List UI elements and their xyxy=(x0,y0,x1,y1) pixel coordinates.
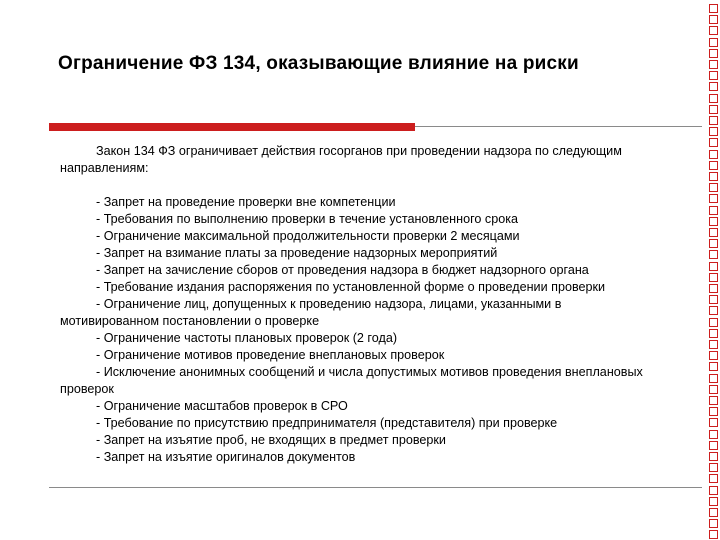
list-item: - Требование по присутствию предпринимателя (представителя) при проверке xyxy=(96,416,558,430)
decorative-square xyxy=(709,228,718,237)
decorative-square xyxy=(709,94,718,103)
spacer xyxy=(60,177,660,194)
list-item: - Требование издания распоряжения по установленной форме о проведении проверки xyxy=(96,280,606,294)
decorative-square xyxy=(709,250,718,259)
decorative-square xyxy=(709,138,718,147)
list-item: - Запрет на изъятие оригиналов документов xyxy=(96,450,356,464)
decorative-square xyxy=(709,49,718,58)
intro-paragraph: Закон 134 ФЗ ограничивает действия госорганов при проведении надзора по следующим направлениям: xyxy=(60,144,622,175)
decorative-square xyxy=(709,71,718,80)
decorative-square xyxy=(709,452,718,461)
list-item: - Ограничение мотивов проведение внеплановых проверок xyxy=(96,348,445,362)
decorative-square xyxy=(709,82,718,91)
decorative-square xyxy=(709,374,718,383)
decorative-square xyxy=(709,318,718,327)
decorative-square xyxy=(709,362,718,371)
decorative-square xyxy=(709,351,718,360)
decorative-square xyxy=(709,340,718,349)
decorative-square xyxy=(709,508,718,517)
decorative-square xyxy=(709,183,718,192)
decorative-square xyxy=(709,430,718,439)
decorative-square xyxy=(709,486,718,495)
decorative-square xyxy=(709,127,718,136)
list-item: - Запрет на зачисление сборов от проведения надзора в бюджет надзорного органа xyxy=(96,263,589,277)
list-item: - Требования по выполнению проверки в течение установленного срока xyxy=(96,212,518,226)
list-item: - Ограничение максимальной продолжительности проверки 2 месяцами xyxy=(96,229,520,243)
decorative-square xyxy=(709,295,718,304)
decorative-square xyxy=(709,418,718,427)
decorative-square xyxy=(709,463,718,472)
list-item: - Ограничение масштабов проверок в СРО xyxy=(96,399,348,413)
decorative-square xyxy=(709,4,718,13)
list-item: - Запрет на изъятие проб, не входящих в предмет проверки xyxy=(96,433,446,447)
decorative-square xyxy=(709,385,718,394)
list-item: - Ограничение частоты плановых проверок (2 года) xyxy=(96,331,398,345)
list-item: - Запрет на взимание платы за проведение надзорных мероприятий xyxy=(96,246,498,260)
decorative-square xyxy=(709,441,718,450)
bottom-rule xyxy=(49,487,702,488)
title-underline-red xyxy=(49,123,415,131)
list-item: - Запрет на проведение проверки вне компетенции xyxy=(96,195,396,209)
decorative-square xyxy=(709,26,718,35)
decorative-square xyxy=(709,284,718,293)
decorative-square xyxy=(709,217,718,226)
decorative-square xyxy=(709,239,718,248)
decorative-square xyxy=(709,60,718,69)
decorative-square xyxy=(709,194,718,203)
list-item: - Ограничение лиц, допущенных к проведению надзора, лицами, указанными в мотивированном постановлении о проверке xyxy=(60,297,562,328)
decorative-square xyxy=(709,150,718,159)
slide-body xyxy=(60,143,660,466)
list-item: - Исключение анонимных сообщений и числа допустимых мотивов проведения внеплановых проверок xyxy=(60,365,643,396)
decorative-square xyxy=(709,407,718,416)
slide-title: Ограничение ФЗ 134, оказывающие влияние на риски xyxy=(58,53,579,74)
decorative-square xyxy=(709,329,718,338)
decorative-square xyxy=(709,38,718,47)
decorative-square xyxy=(709,206,718,215)
decorative-square xyxy=(709,519,718,528)
decorative-square xyxy=(709,116,718,125)
restriction-list xyxy=(60,194,660,466)
decorative-square xyxy=(709,273,718,282)
decorative-square xyxy=(709,306,718,315)
decorative-square xyxy=(709,396,718,405)
decorative-square xyxy=(709,262,718,271)
decorative-square xyxy=(709,530,718,539)
decorative-square xyxy=(709,497,718,506)
decorative-square-column xyxy=(704,0,720,540)
title-underline-gray xyxy=(415,126,702,127)
decorative-square xyxy=(709,105,718,114)
decorative-square xyxy=(709,172,718,181)
decorative-square xyxy=(709,161,718,170)
decorative-square xyxy=(709,474,718,483)
decorative-square xyxy=(709,15,718,24)
